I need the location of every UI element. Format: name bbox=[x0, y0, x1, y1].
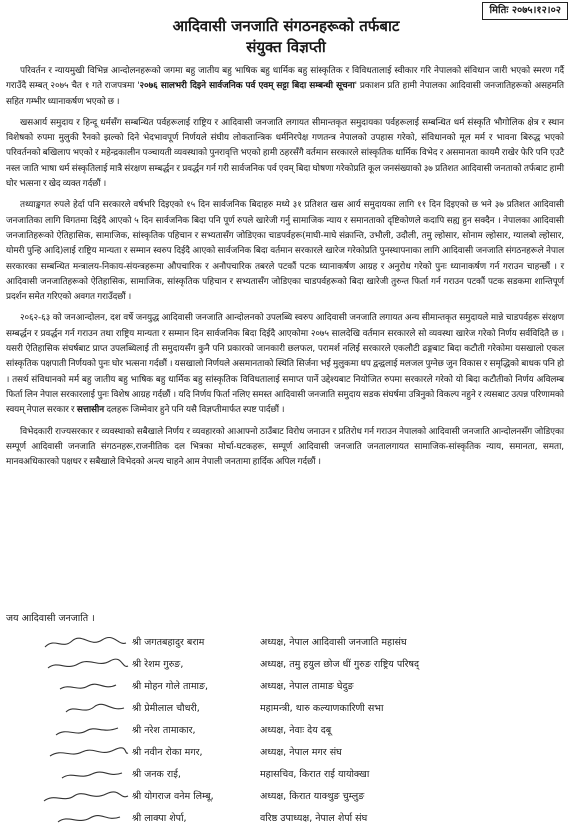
signatory-role: महामन्त्री, थारु कल्याणकारिणी सभा bbox=[260, 703, 384, 714]
signatory-name: श्री मोहन गोले तामाङ, bbox=[132, 681, 209, 692]
signatory-name: श्री नवीन रोका मगर, bbox=[132, 747, 203, 758]
signatory-role: अध्यक्ष, नेवाः देय दबू bbox=[260, 725, 332, 736]
signatory-row bbox=[40, 632, 560, 654]
signatory-name: श्री रेशम गुरुङ, bbox=[132, 659, 184, 670]
signatory-role: अध्यक्ष, तमु हयुल छोज धीं गुरुङ राष्ट्रिय परिषद् bbox=[260, 659, 420, 670]
signatory-name: श्री जगतबहादुर बराम bbox=[132, 637, 205, 648]
signatory-row bbox=[40, 742, 560, 764]
handwritten-signature bbox=[40, 766, 130, 784]
signatory-row bbox=[40, 764, 560, 786]
paragraph-1: परिवर्तन र न्यायमुखी विभिन्न आन्दोलनहरूको जगमा बहु जातीय बहु भाषिक बहु धार्मिक बहु सांस्कृतिक र विविधतालाई स्वीकार गरि नेपालको संविधान जारी भएको स्मरण गर्दै गराउँदै सम्बत् २०७५ चैत १ गते राजपत्रमा '२०७६ सालभरी दिइने सार्वजनिक पर्व एवम् सट्टा बिदा सम्बन्धी सूचना' प्रकाशन प्रति हामी नेपालका आदिवासी जनजातिहरूको असहमति सहित गम्भीर ध्यानाकर्षण भएको छ । bbox=[6, 66, 564, 107]
handwritten-signature bbox=[40, 810, 130, 828]
signatory-role: वरिष्ठ उपाध्यक्ष, नेपाल शेर्पा संघ bbox=[260, 813, 368, 824]
signatory-role: महासचिव, किरात राई यायोक्खा bbox=[260, 769, 370, 780]
handwritten-signature bbox=[40, 634, 130, 652]
signatory-role: अध्यक्ष, नेपाल आदिवासी जनजाति महासंघ bbox=[260, 637, 407, 648]
document-subtitle: संयुक्त विज्ञप्ती bbox=[246, 38, 326, 56]
document-title: आदिवासी जनजाति संगठनहरूको तर्फबाट bbox=[172, 17, 400, 35]
date-box: मितिः २०७५।१२।०२ bbox=[482, 2, 568, 20]
paragraph-2: खसआर्य समुदाय र हिन्दू धर्मसँग सम्बन्धित पर्वहरूलाई राष्ट्रिय र आदिवासी जनजाति लगायत सीमान्तकृत समुदायका पर्वहरूलाई सम्बन्धित धर्म संस्कृति भौगोलिक क्षेत्र र स्थान विशेषको रुपमा मुलुकी रैनको झल्को दिने भेदभावपूर्ण निर्णयले संघीय लोकतान्त्रिक धर्मनिरपेक्ष गणतन्त्र नेपालको उपहास गरेको, संविधानको मूल मर्म र भावना बिरुद्ध भएको परिवर्तनको बखिलाप भएको र महेन्द्रकालीन पञ्चायती व्यवस्थाको पुनरावृत्ति भएको हामी ठहरसँगै वर्तमान सरकारले सांस्कृतिक धार्मिक विभेद र असमानता कायमै राखेर फेरि पनि एउटै नस्ल जाति भाषा धर्म संस्कृतिलाई मात्रै संरक्षण सम्बर्द्धन र प्रवर्द्धन गर्न गरी सार्वजनिक पर्व एवम् बिदा घोषणा गरेकोप्रति कूल जनसंख्याको ३७ प्रतिशत आदिवासी जनताको तर्फबाट हामी घोर भत्सना र खेद व्यक्त गर्दछौं । bbox=[6, 117, 564, 190]
paragraph-4: २०६२-६३ को जनआन्दोलन, दश वर्षे जनयुद्ध आदिवासी जनजाति आन्दोलनको उपलब्धि स्वरुप आदिवासी जनजाति लगायत अन्य सीमान्तकृत समुदायले मान्ने चाडपर्वहरू संरक्षण सम्बर्द्धन र प्रवर्द्धन गर्न गराउन तथा राष्ट्रिय मान्यता र सम्मान दिन सार्वजनिक बिदा दिईदै आएकोमा २०७५ सालदेखि वर्तमान सरकारले सो व्यवस्था खारेज गरेको निर्णय सर्वविदितै छ । यसरी ऐतिहासिक संघर्षबाट प्राप्त उपलब्धिलाई ती समुदायसँग कुनै पनि प्रकारको जानकारी छलफल, परामर्श नलिई सरकारले एकलौटी ढङ्गबाट बिदा कटौती गरेकोमा यसखालो एकल सांस्कृतिक पक्षपाती निर्णयको पुनः घोर भत्सना गर्दछौं । यसखालो निर्णयले असमानताको स्थिति सिर्जना भई मुलुकमा धप द्वन्द्वलाई मलजल पुग्नेछ जुन विकास र समृद्धिको बाधक पनि हो । तसर्थ संविधानको मर्म बहु जातीय बहु भाषिक बहु धार्मिक बहु सांस्कृतिक विविधतालाई समाप्त पार्ने उद्देश्यबाट नियोजित रुपमा सरकारले गरेको यो बिदा कटौतीको निर्णय अविलम्ब फिर्ता लिन नेपाल सरकारलाई पुनः विशेष आग्रह गर्दछौं । यदि निर्णय फिर्ता नलिए समस्त आदिवासी जनजाति समुदाय सडक संघर्षमा उत्रिनुको विकल्प नहुने र त्यसबाट उत्पन्न परिणामको स्वयम् नेपाल सरकार र सत्तासीन दलहरू जिम्मेवार हुने पनि यसै विज्ञप्तीमार्फत स्पष्ट पार्दछौं । bbox=[6, 313, 564, 416]
signatory-row bbox=[40, 676, 560, 698]
signatory-row bbox=[40, 654, 560, 676]
handwritten-signature bbox=[40, 744, 130, 762]
handwritten-signature bbox=[40, 678, 130, 696]
signatory-name: श्री लाक्पा शेर्पा, bbox=[132, 813, 187, 824]
handwritten-signature bbox=[40, 722, 130, 740]
handwritten-signature bbox=[40, 656, 130, 674]
signatory-name: श्री जनक राई, bbox=[132, 769, 181, 780]
handwritten-signature bbox=[40, 788, 130, 806]
signatory-role: अध्यक्ष, किरात याक्थुङ चुम्लुङ bbox=[260, 791, 365, 802]
signatory-name: श्री योगराज वनेम लिम्बू, bbox=[132, 791, 214, 802]
notice-title: २०७६ सालभरी दिइने सार्वजनिक पर्व एवम् सट्टा बिदा सम्बन्धी सूचना bbox=[139, 81, 355, 92]
signatory-row bbox=[40, 808, 560, 830]
signatory-name: श्री नरेश तामाकार, bbox=[132, 725, 196, 736]
signatory-row bbox=[40, 698, 560, 720]
paragraph-5: विभेदकारी राज्यसरकार र व्यवस्थाको सबैखाले निर्णय र व्यवहारको आआफ्नो ठाउँबाट विरोध जनाउन र प्रतिरोध गर्न गराउन नेपालको आदिवासी जनजाति आन्दोलनसँग जोडिएका सम्पूर्ण आदिवासी जनजाति संगठनहरू,राजनीतिक दल भित्रका मोर्चा-घटकहरू, सम्पूर्ण आदिवासी जनजाति जनतालगायत सामाजिक-सांस्कृतिक न्याय, समानता, समता, मानवअधिकारको पक्षधर र सबैखाले विभेदको अन्त्य चाहने आम नेपाली जनतामा हार्दिक अपिल गर्दछौं । bbox=[6, 426, 564, 468]
document-body bbox=[6, 64, 564, 476]
signatory-name: श्री प्रेमीलाल चौधरी, bbox=[132, 703, 200, 714]
closing-line: जय आदिवासी जनजाति । bbox=[6, 613, 95, 624]
signatory-list bbox=[40, 632, 560, 830]
paragraph-3: तथ्याङ्कगत रुपले हेर्दा पनि सरकारले वर्षभरि दिइएको १५ दिन सार्वजनिक बिदाहरु मध्ये ३१ प्रतिशत खस आर्य समुदायका लागि ११ दिन दिइएको छ भने ३७ प्रतिशत आदिवासी जनजातिका लागि विगतमा दिईदै आएको ५ दिन सार्वजनिक बिदा पनि पूर्ण रुपले खारेजी गर्नु सामाजिक न्याय र समानताको दृष्टिकोणले कदापि सह्य हुन सक्दैन । नेपालका आदिवासी जनजातिहरूको ऐतिहासिक, सामाजिक, सांस्कृतिक पहिचान र सभ्यतासँग जोडिएका चाडपर्वहरू(माघी-माघे संक्रान्ति, उभौली, उदौली, तमु ल्होसार, सोनाम ल्होसार, ग्यालबो ल्होसार, योमरी पुन्हि आदि)लाई राष्ट्रिय मान्यता र सम्मान स्वरुप दिईदै आएको सार्वजनिक बिदा वर्तमान सरकारले खारेज गरेकोप्रति पुनस्थापनाका लागि आदिवासी जनजाति संगठनहरूले नेपाल सरकारका सम्बन्धित मन्त्रालय-निकाय-संयन्त्रहरूमा औपचारिक र अनौपचारिक तबरले पटकौं पटक ध्यानाकर्षण आग्रह र अनुरोध गरेको पुनः ध्यानाकर्षण गर्न गराउन चाहन्छौं । र आदिवासी जनजातिहरूको ऐतिहासिक, सामाजिक, सांस्कृतिक पहिचान र सभ्यतासँग जोडिएका चाडपर्वहरूको बिदा खारेजी तुरुन्त फिर्ता गर्न गराउन पटकौं पटक सडकमा शान्तिपूर्ण प्रदर्शन समेत गरिएको अवगत गराउँदछौं । bbox=[6, 200, 564, 303]
signatory-role: अध्यक्ष, नेपाल मगर संघ bbox=[260, 747, 342, 758]
signatory-row bbox=[40, 786, 560, 808]
signatory-role: अध्यक्ष, नेपाल तामाङ घेदुङ bbox=[260, 681, 354, 692]
handwritten-signature bbox=[40, 700, 130, 718]
signatory-row bbox=[40, 720, 560, 742]
